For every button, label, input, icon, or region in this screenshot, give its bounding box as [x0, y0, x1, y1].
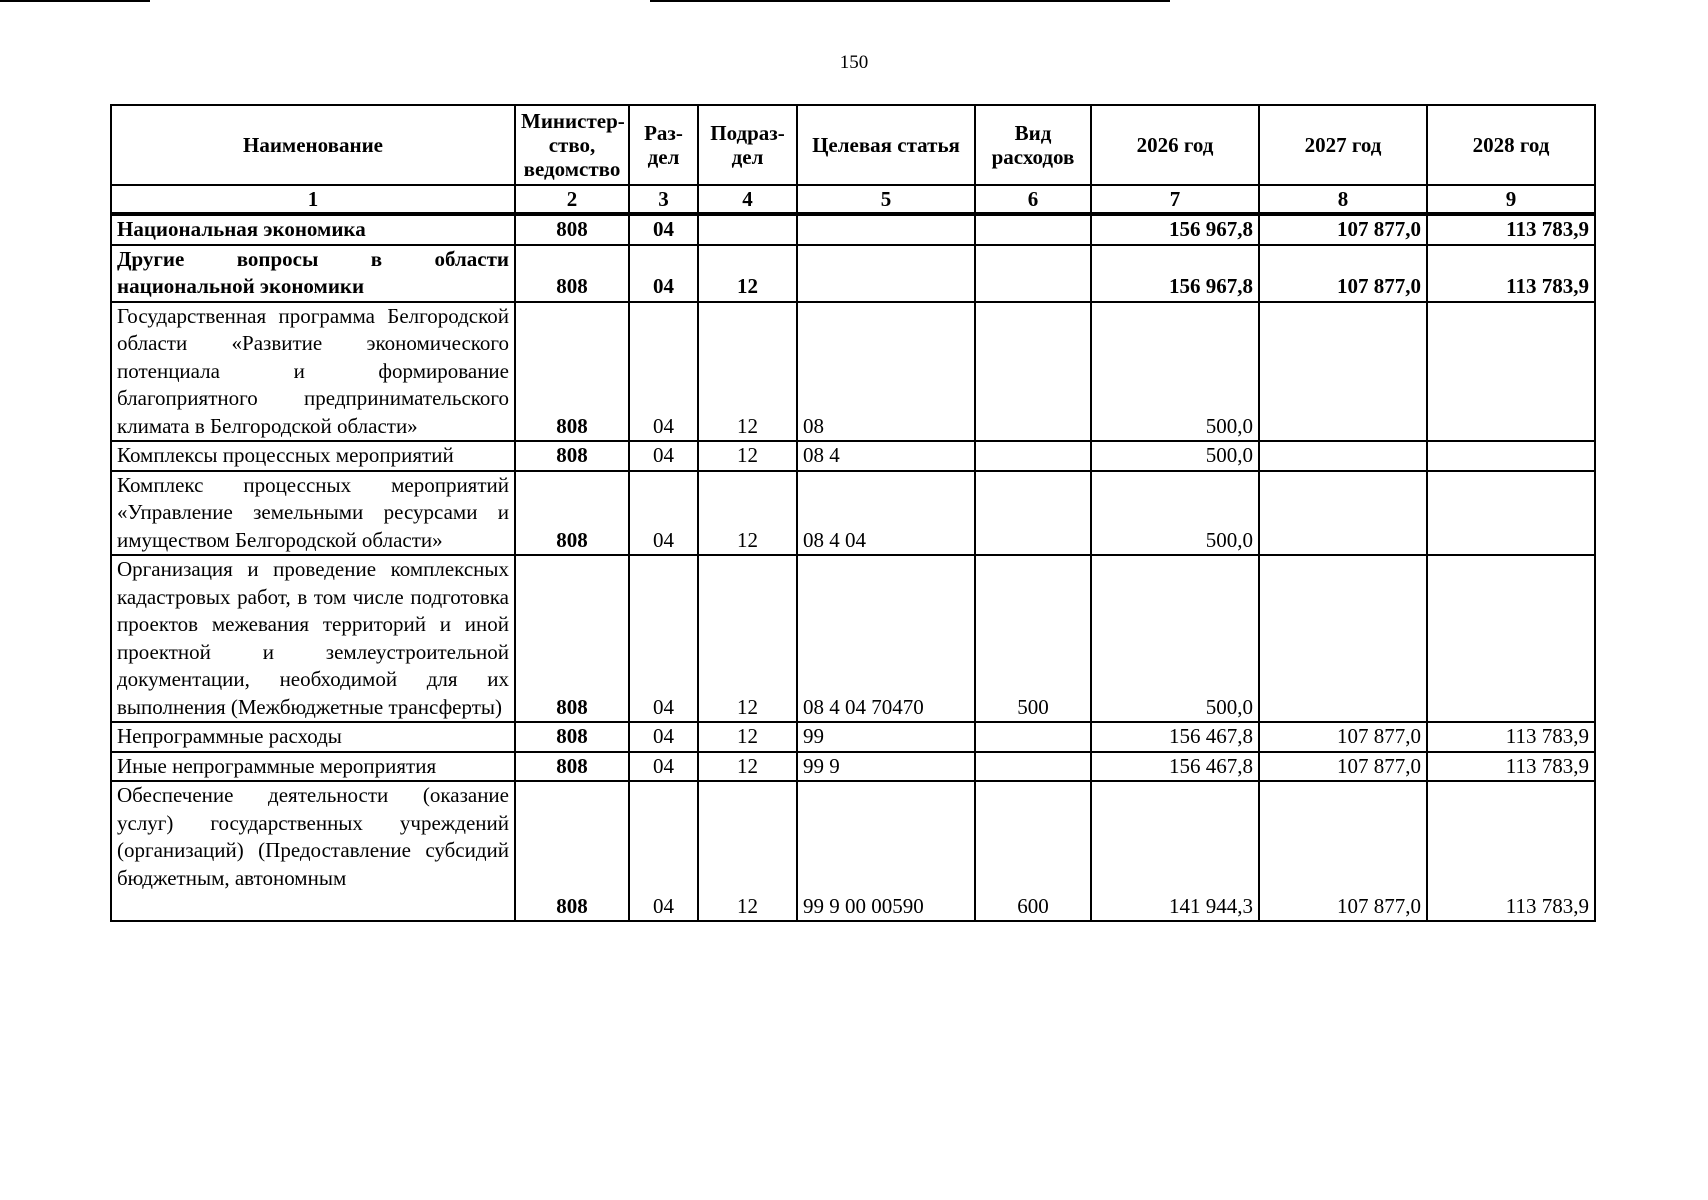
column-number: 2 [515, 185, 629, 214]
row-2026: 156 467,8 [1091, 722, 1259, 752]
header-name: Наименование [111, 105, 515, 185]
row-2026: 500,0 [1091, 471, 1259, 556]
row-kind [975, 302, 1091, 442]
row-kind: 500 [975, 555, 1091, 722]
row-kind [975, 722, 1091, 752]
row-2028 [1427, 441, 1595, 471]
table-row [111, 441, 1595, 471]
row-kind [975, 245, 1091, 302]
row-target: 08 [797, 302, 975, 442]
column-number: 3 [629, 185, 698, 214]
column-number: 1 [111, 185, 515, 214]
header-2026: 2026 год [1091, 105, 1259, 185]
row-name [111, 781, 515, 921]
row-name: Комплекс процессных мероприятий «Управление земельными ресурсами и имуществом Белгородской области» [111, 471, 515, 556]
row-2027: 107 877,0 [1259, 752, 1427, 782]
row-2026: 156 967,8 [1091, 245, 1259, 302]
header-2028: 2028 год [1427, 105, 1595, 185]
row-2028 [1427, 555, 1595, 722]
row-2027 [1259, 471, 1427, 556]
row-subsection: 12 [698, 555, 797, 722]
header-2027: 2027 год [1259, 105, 1427, 185]
row-name: Непрограммные расходы [111, 722, 515, 752]
row-2026: 500,0 [1091, 302, 1259, 442]
row-2028: 113 783,9 [1427, 722, 1595, 752]
row-name: Другие вопросы в области национальной экономики [111, 245, 515, 302]
table-row [111, 555, 1595, 722]
row-section: 04 [629, 722, 698, 752]
row-subsection: 12 [698, 781, 797, 921]
row-ministry: 808 [515, 555, 629, 722]
header-ministry: Министер-ство, ведомство [515, 105, 629, 185]
row-section: 04 [629, 471, 698, 556]
row-2026: 141 944,3 [1091, 781, 1259, 921]
table-row [111, 471, 1595, 556]
row-2028: 113 783,9 [1427, 214, 1595, 245]
column-number: 4 [698, 185, 797, 214]
header-section: Раз-дел [629, 105, 698, 185]
row-2026: 500,0 [1091, 441, 1259, 471]
row-kind [975, 441, 1091, 471]
table-row [111, 302, 1595, 442]
row-section: 04 [629, 214, 698, 245]
row-ministry: 808 [515, 441, 629, 471]
row-kind [975, 214, 1091, 245]
row-2027 [1259, 555, 1427, 722]
row-subsection [698, 214, 797, 245]
row-2028: 113 783,9 [1427, 245, 1595, 302]
row-section: 04 [629, 555, 698, 722]
row-subsection: 12 [698, 471, 797, 556]
row-target: 99 [797, 722, 975, 752]
row-subsection: 12 [698, 245, 797, 302]
row-subsection: 12 [698, 722, 797, 752]
row-kind: 600 [975, 781, 1091, 921]
row-target: 08 4 04 [797, 471, 975, 556]
row-2026: 156 967,8 [1091, 214, 1259, 245]
row-target: 99 9 [797, 752, 975, 782]
row-2026: 156 467,8 [1091, 752, 1259, 782]
column-number: 6 [975, 185, 1091, 214]
table-row [111, 781, 1595, 921]
table-row [111, 752, 1595, 782]
row-ministry: 808 [515, 245, 629, 302]
table-row [111, 722, 1595, 752]
row-2028: 113 783,9 [1427, 752, 1595, 782]
row-2027: 107 877,0 [1259, 214, 1427, 245]
row-ministry: 808 [515, 214, 629, 245]
row-subsection: 12 [698, 752, 797, 782]
budget-table [110, 104, 1596, 922]
row-2028 [1427, 302, 1595, 442]
table-row [111, 214, 1595, 245]
row-name: Комплексы процессных мероприятий [111, 441, 515, 471]
row-2026: 500,0 [1091, 555, 1259, 722]
row-subsection: 12 [698, 441, 797, 471]
page-number: 150 [839, 52, 869, 73]
header-row [111, 105, 1595, 185]
row-name: Организация и проведение комплексных кадастровых работ, в том числе подготовка проектов межевания территорий и иной проектной и землеустроительной документации, необходимой для их выполнения (Межбюджетные трансферты) [111, 555, 515, 722]
row-target: 99 9 00 00590 [797, 781, 975, 921]
column-number: 9 [1427, 185, 1595, 214]
table-row [111, 245, 1595, 302]
header-target: Целевая статья [797, 105, 975, 185]
row-2027: 107 877,0 [1259, 722, 1427, 752]
row-target [797, 214, 975, 245]
row-target: 08 4 04 70470 [797, 555, 975, 722]
row-ministry: 808 [515, 781, 629, 921]
row-2027 [1259, 441, 1427, 471]
row-name: Национальная экономика [111, 214, 515, 245]
row-name-text: Обеспечение деятельности (оказание услуг) государственных учреждений (организаций) (Предоставление субсидий бюджетным, автономным [117, 783, 509, 890]
scan-artifact-line [0, 0, 150, 2]
row-subsection: 12 [698, 302, 797, 442]
row-target: 08 4 [797, 441, 975, 471]
row-ministry: 808 [515, 302, 629, 442]
row-2027 [1259, 302, 1427, 442]
row-2027: 107 877,0 [1259, 781, 1427, 921]
row-section: 04 [629, 781, 698, 921]
scan-artifact-line [650, 0, 1170, 2]
row-ministry: 808 [515, 722, 629, 752]
row-name: Иные непрограммные мероприятия [111, 752, 515, 782]
column-number: 7 [1091, 185, 1259, 214]
row-section: 04 [629, 245, 698, 302]
column-number: 5 [797, 185, 975, 214]
row-ministry: 808 [515, 752, 629, 782]
row-ministry: 808 [515, 471, 629, 556]
row-section: 04 [629, 752, 698, 782]
row-target [797, 245, 975, 302]
column-number: 8 [1259, 185, 1427, 214]
header-kind: Вид расходов [975, 105, 1091, 185]
row-name: Государственная программа Белгородской области «Развитие экономического потенциала и формирование благоприятного предпринимательского климата в Белгородской области» [111, 302, 515, 442]
row-kind [975, 471, 1091, 556]
row-section: 04 [629, 302, 698, 442]
row-2028: 113 783,9 [1427, 781, 1595, 921]
row-kind [975, 752, 1091, 782]
row-2028 [1427, 471, 1595, 556]
row-2027: 107 877,0 [1259, 245, 1427, 302]
column-number-row [111, 185, 1595, 214]
row-section: 04 [629, 441, 698, 471]
header-subsection: Подраз-дел [698, 105, 797, 185]
